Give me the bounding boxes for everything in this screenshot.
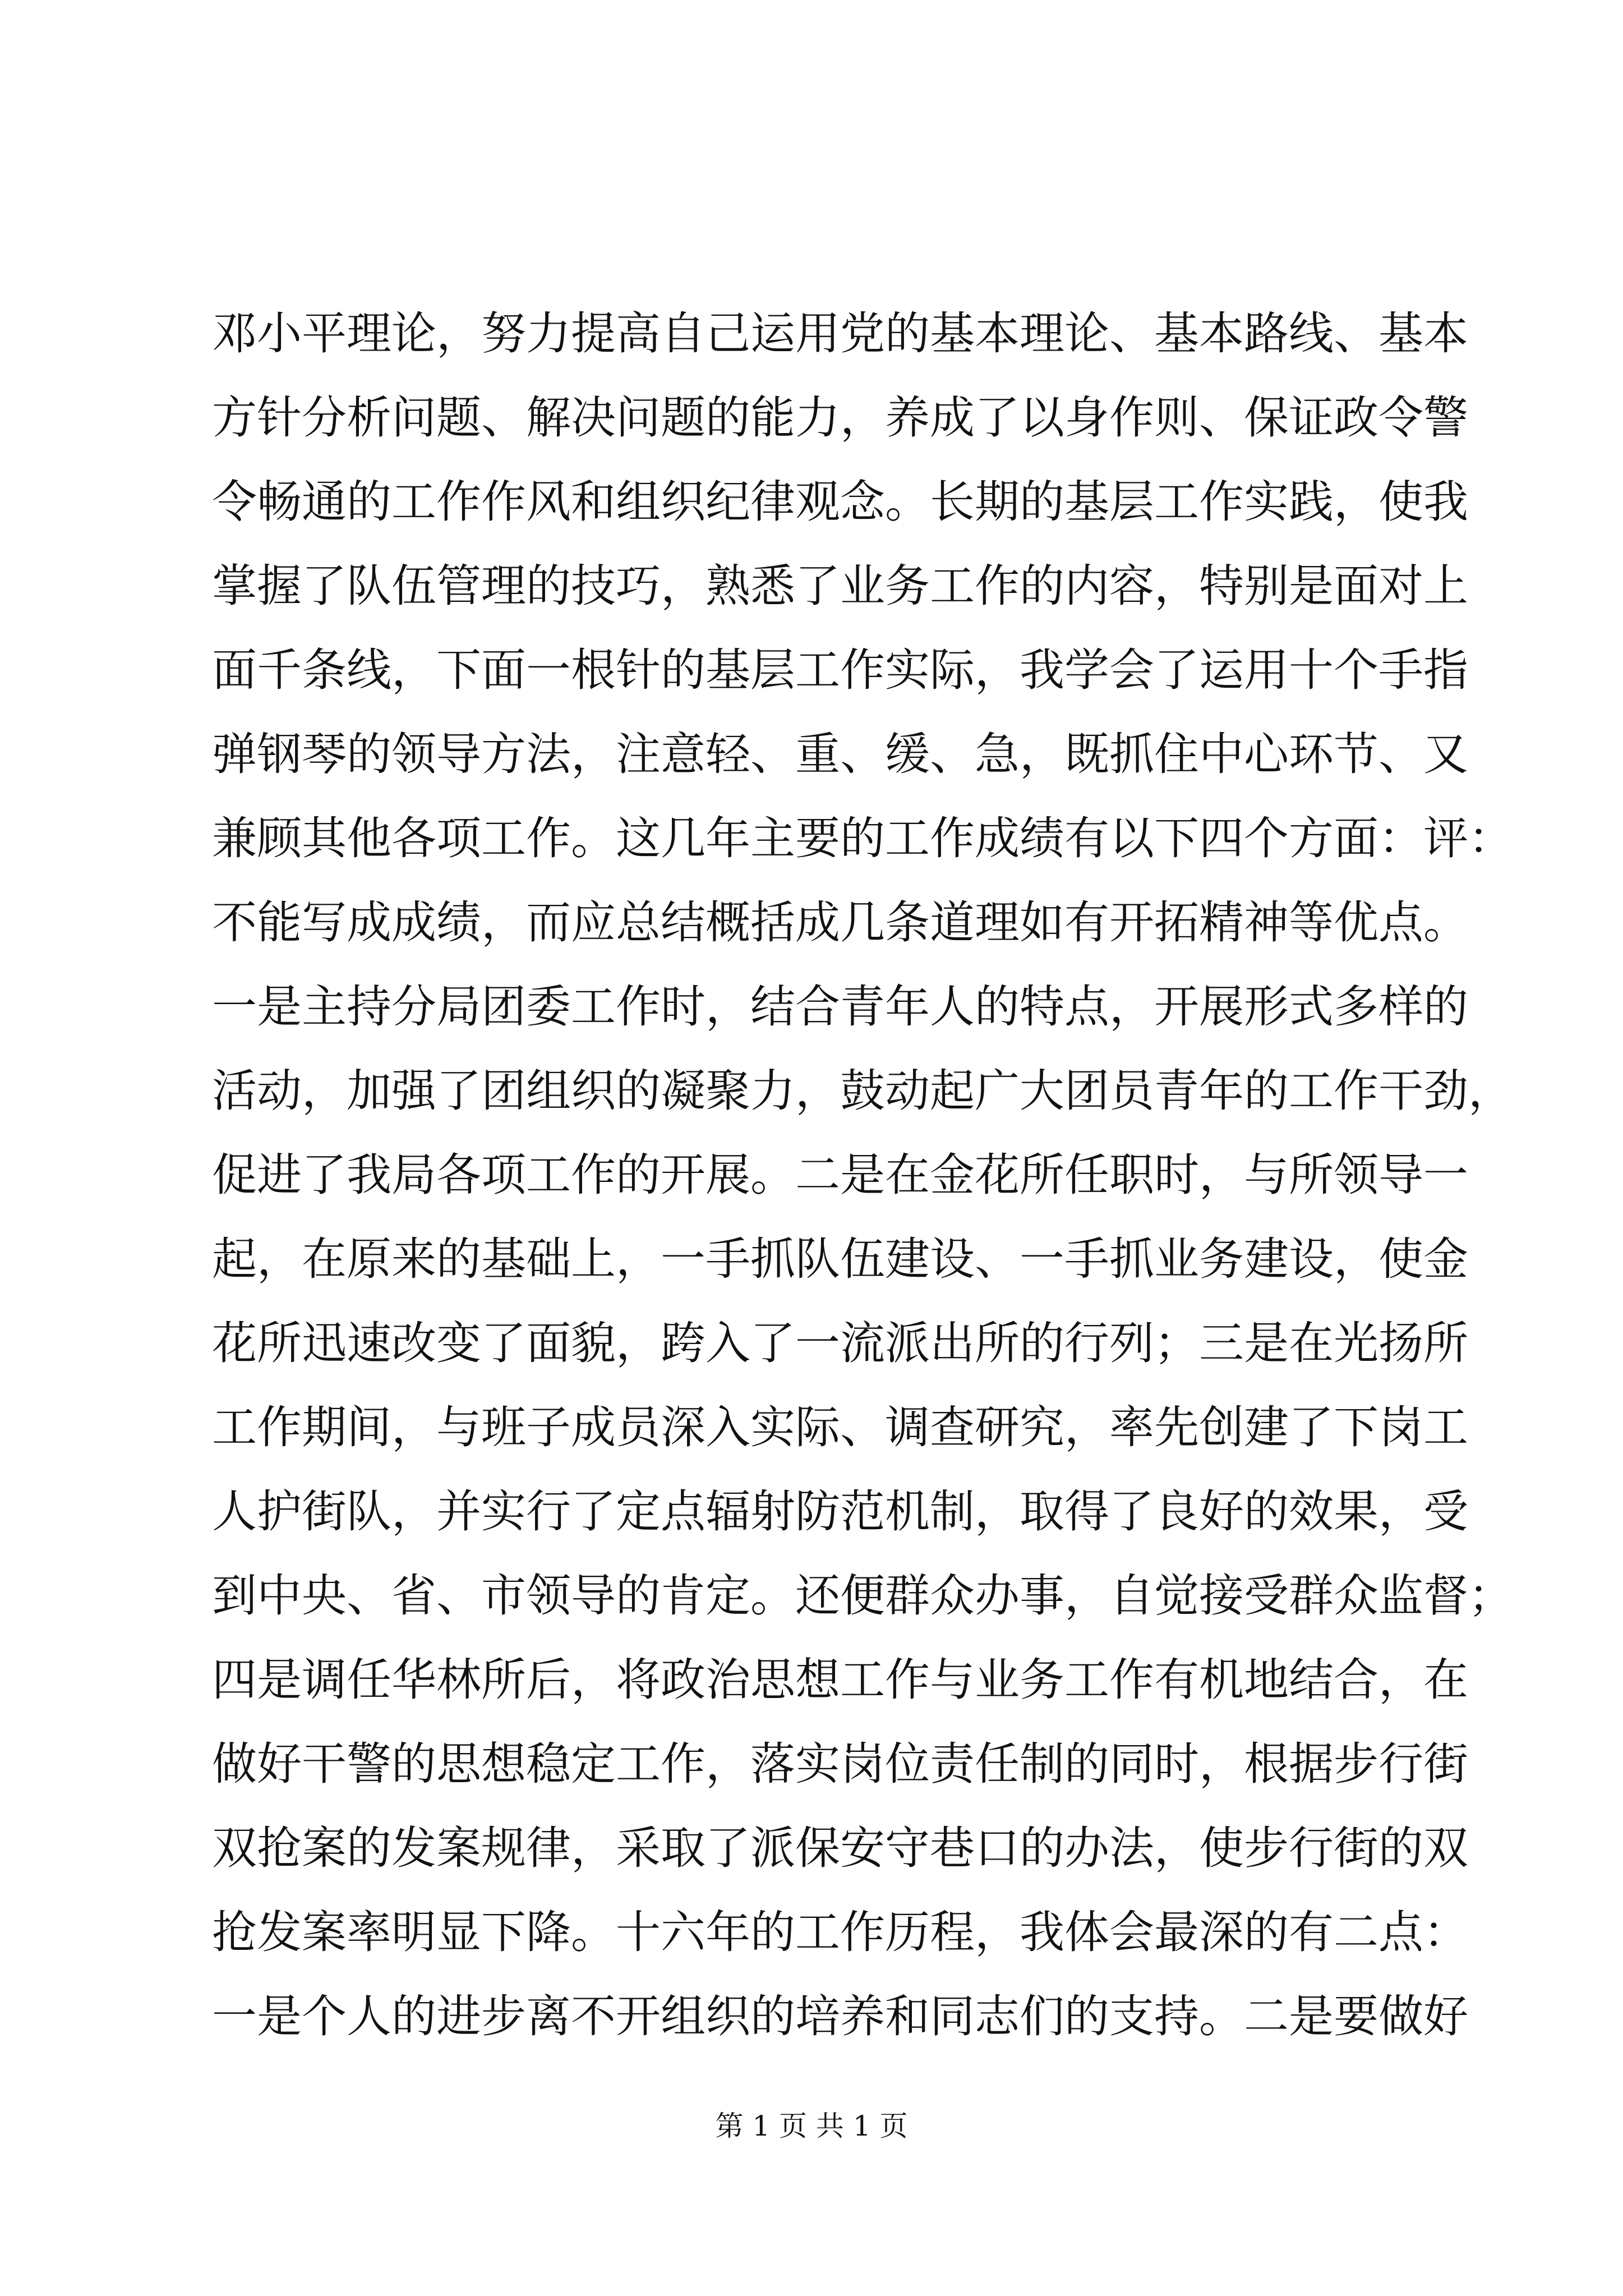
text-line: 四是调任华林所后，将政治思想工作与业务工作有机地结合，在	[212, 1654, 1468, 1706]
text-line: 掌握了队伍管理的技巧，熟悉了业务工作的内容，特别是面对上	[212, 560, 1468, 612]
text-line: 活动，加强了团组织的凝聚力，鼓动起广大团员青年的工作干劲，	[212, 1065, 1513, 1117]
text-line: 弹钢琴的领导方法，注意轻、重、缓、急，既抓住中心环节、又	[212, 728, 1468, 780]
page-number: 第 1 页 共 1 页	[715, 2110, 908, 2142]
text-line: 抢发案率明显下降。十六年的工作历程，我体会最深的有二点：	[212, 1906, 1468, 1958]
text-line: 邓小平理论，努力提高自己运用党的基本理论、基本路线、基本	[212, 307, 1468, 360]
text-line: 花所迅速改变了面貌，跨入了一流派出所的行列；三是在光扬所	[212, 1317, 1468, 1369]
text-line: 促进了我局各项工作的开展。二是在金花所任职时，与所领导一	[212, 1149, 1468, 1201]
text-line: 面千条线，下面一根针的基层工作实际，我学会了运用十个手指	[212, 644, 1468, 696]
text-line: 一是个人的进步离不开组织的培养和同志们的支持。二是要做好	[212, 1990, 1468, 2042]
text-line: 令畅通的工作作风和组织纪律观念。长期的基层工作实践，使我	[212, 476, 1468, 528]
body-text	[212, 292, 1513, 2059]
text-line: 做好干警的思想稳定工作，落实岗位责任制的同时，根据步行街	[212, 1738, 1468, 1790]
text-line: 人护街队，并实行了定点辐射防范机制，取得了良好的效果，受	[212, 1485, 1468, 1538]
text-line: 一是主持分局团委工作时，结合青年人的特点，开展形式多样的	[212, 981, 1468, 1033]
text-line: 起，在原来的基础上，一手抓队伍建设、一手抓业务建设，使金	[212, 1233, 1468, 1285]
text-line: 到中央、省、市领导的肯定。还便群众办事，自觉接受群众监督；	[212, 1570, 1513, 1622]
text-line: 方针分析问题、解决问题的能力，养成了以身作则、保证政令警	[212, 392, 1468, 444]
text-line: 工作期间，与班子成员深入实际、调查研究，率先创建了下岗工	[212, 1401, 1468, 1453]
text-line: 兼顾其他各项工作。这几年主要的工作成绩有以下四个方面：评：	[212, 812, 1513, 864]
page-footer	[0, 2109, 1623, 2143]
text-line: 双抢案的发案规律，采取了派保安守巷口的办法，使步行街的双	[212, 1822, 1468, 1874]
text-line: 不能写成成绩，而应总结概括成几条道理如有开拓精神等优点。	[212, 896, 1468, 949]
